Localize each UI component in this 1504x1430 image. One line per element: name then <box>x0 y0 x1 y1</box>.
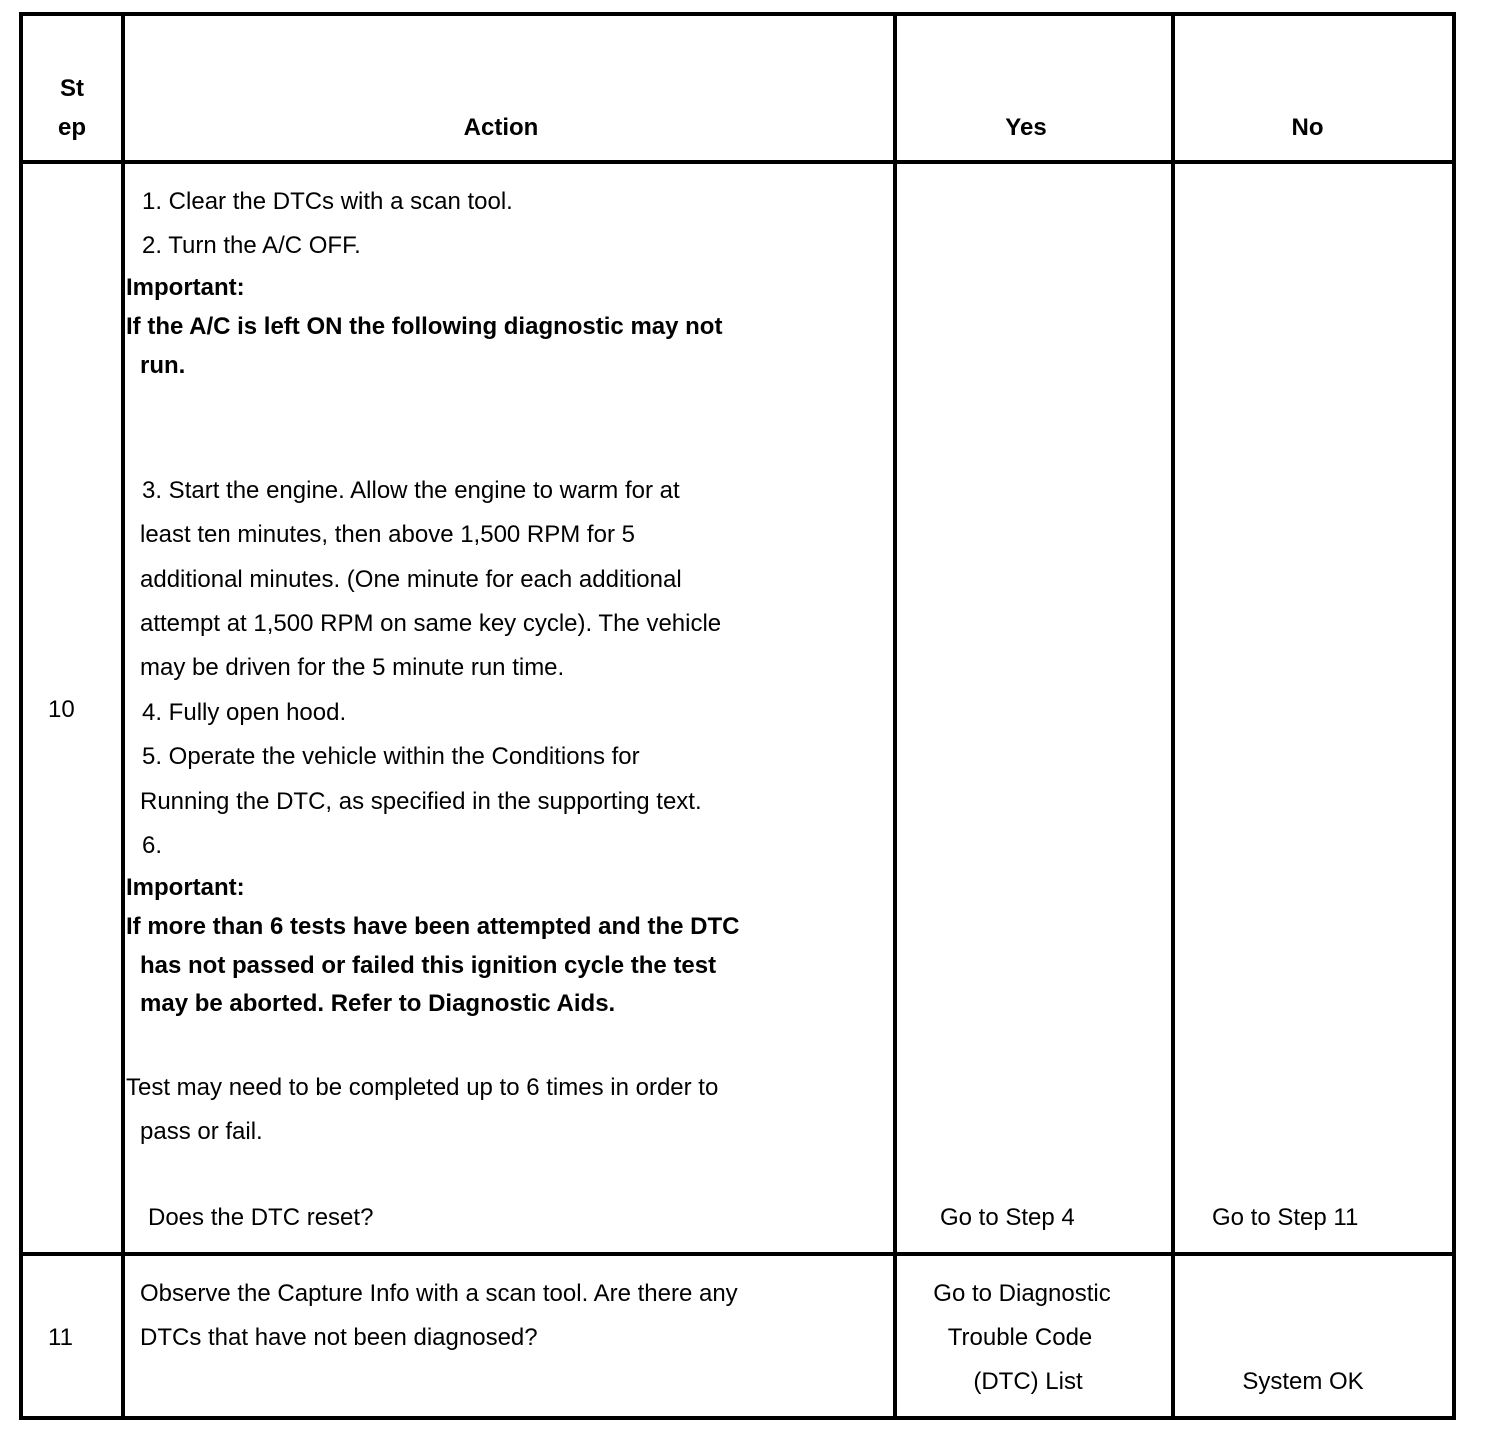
action-note: Test may need to be completed up to 6 times in order to <box>126 1074 719 1101</box>
header-step-line2: ep <box>57 114 86 141</box>
header-no: No <box>1291 114 1324 141</box>
action-text: DTCs that have not been diagnosed? <box>140 1324 538 1351</box>
action-item-3-cont: attempt at 1,500 RPM on same key cycle). The vehicle <box>140 610 722 637</box>
action-item-3-cont: least ten minutes, then above 1,500 RPM for 5 <box>140 521 635 548</box>
no-result: Go to Step 11 <box>1212 1204 1359 1231</box>
action-item-4: 4. Fully open hood. <box>142 699 347 726</box>
table-border-right <box>1452 12 1456 1420</box>
header-step-line1: St <box>60 75 84 102</box>
action-item-3-cont: additional minutes. (One minute for each additional <box>140 566 682 593</box>
yes-result: Go to Diagnostic <box>933 1280 1111 1307</box>
header-divider <box>20 160 1456 164</box>
header-action: Action <box>463 114 539 141</box>
yes-result: (DTC) List <box>973 1368 1083 1395</box>
step-number: 10 <box>48 696 75 723</box>
row-divider <box>20 1252 1456 1256</box>
no-result: System OK <box>1242 1368 1364 1395</box>
column-divider-step <box>121 12 125 1420</box>
table-border-bottom <box>20 1416 1456 1420</box>
important-text: run. <box>140 352 186 379</box>
action-item-1: 1. Clear the DTCs with a scan tool. <box>142 188 513 215</box>
action-note-cont: pass or fail. <box>140 1118 263 1145</box>
action-item-6: 6. <box>142 832 163 859</box>
action-text: Observe the Capture Info with a scan tool. Are there any <box>140 1280 738 1307</box>
action-item-5-cont: Running the DTC, as specified in the supporting text. <box>140 788 702 815</box>
action-question: Does the DTC reset? <box>148 1204 374 1231</box>
yes-result: Trouble Code <box>947 1324 1093 1351</box>
yes-result: Go to Step 4 <box>940 1204 1075 1231</box>
table-border-top <box>20 12 1456 16</box>
important-text: may be aborted. Refer to Diagnostic Aids. <box>140 990 616 1017</box>
important-label: Important: <box>126 874 245 901</box>
header-yes: Yes <box>1005 114 1047 141</box>
important-text: If more than 6 tests have been attempted and the DTC <box>126 913 740 940</box>
column-divider-action <box>893 12 897 1420</box>
step-number: 11 <box>48 1324 73 1351</box>
table-border-left <box>19 12 23 1420</box>
action-item-2: 2. Turn the A/C OFF. <box>142 232 361 259</box>
important-label: Important: <box>126 274 245 301</box>
action-item-5: 5. Operate the vehicle within the Conditions for <box>142 743 640 770</box>
important-text: If the A/C is left ON the following diagnostic may not <box>126 313 723 340</box>
important-text: has not passed or failed this ignition cycle the test <box>140 952 717 979</box>
column-divider-yes <box>1171 12 1175 1420</box>
action-item-3-cont: may be driven for the 5 minute run time. <box>140 654 565 681</box>
action-item-3: 3. Start the engine. Allow the engine to warm for at <box>142 477 680 504</box>
